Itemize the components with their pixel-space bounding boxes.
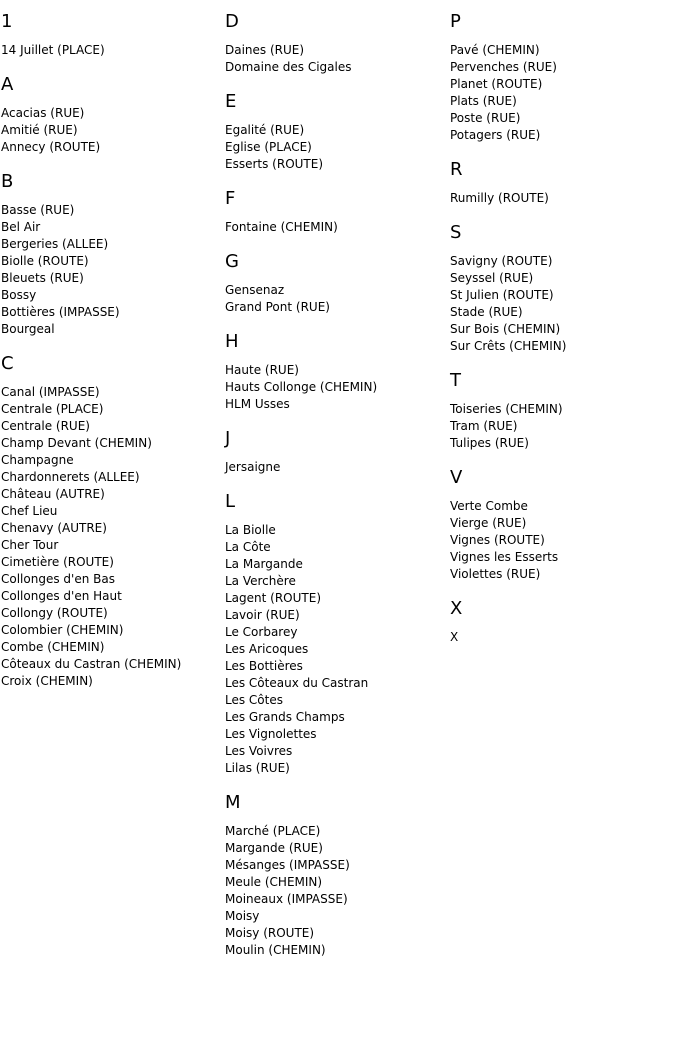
street-list-item (225, 925, 445, 942)
street-list-item (225, 42, 445, 59)
street-list-item (450, 321, 670, 338)
street-list-item (450, 498, 670, 515)
letter-group (1, 12, 221, 59)
street-link[interactable]: Les Côtes (225, 693, 283, 707)
street-list (225, 122, 445, 173)
street-list-item (1, 219, 221, 236)
street-list-item (1, 202, 221, 219)
letter-heading: G (225, 251, 239, 272)
street-link[interactable]: Basse (RUE) (1, 203, 75, 217)
letter-group (1, 75, 221, 156)
street-list-item (225, 624, 445, 641)
street-list-item (1, 253, 221, 270)
letter-group (225, 492, 445, 777)
letter-group (1, 172, 221, 338)
street-list (225, 42, 445, 76)
street-link[interactable]: Les Vignolettes (225, 727, 317, 741)
street-list (450, 253, 670, 355)
street-link[interactable]: Margande (RUE) (225, 841, 323, 855)
street-list-item (225, 692, 445, 709)
street-list-item (225, 59, 445, 76)
street-list-item (225, 556, 445, 573)
street-link[interactable]: Lavoir (RUE) (225, 608, 300, 622)
street-list (1, 105, 221, 156)
street-link[interactable]: Combe (CHEMIN) (1, 640, 105, 654)
street-list-item (1, 571, 221, 588)
street-list-item (1, 321, 221, 338)
street-list-item (1, 656, 221, 673)
street-list-item (225, 590, 445, 607)
street-link[interactable]: La Biolle (225, 523, 276, 537)
letter-heading: F (225, 188, 236, 209)
street-link[interactable]: Lagent (ROUTE) (225, 591, 322, 605)
street-list-item (450, 42, 670, 59)
letter-heading: J (225, 428, 231, 449)
street-link[interactable]: Vignes les Esserts (450, 550, 559, 564)
street-link[interactable]: Cher Tour (1, 538, 59, 552)
street-list-item (450, 287, 670, 304)
street-link[interactable]: Château (AUTRE) (1, 487, 105, 501)
street-link[interactable]: HLM Usses (225, 397, 290, 411)
letter-group (225, 252, 445, 316)
street-list-item (225, 874, 445, 891)
street-list-item (1, 486, 221, 503)
street-link[interactable]: Tram (RUE) (450, 419, 518, 433)
street-list-item (1, 605, 221, 622)
street-link[interactable]: Toiseries (CHEMIN) (450, 402, 563, 416)
street-link[interactable]: Les Côteaux du Castran (225, 676, 369, 690)
street-list (225, 522, 445, 777)
street-link[interactable]: Biolle (ROUTE) (1, 254, 89, 268)
letter-group (450, 599, 670, 646)
letter-group (450, 468, 670, 583)
street-list-item (225, 908, 445, 925)
street-list (1, 384, 221, 690)
street-list-item (225, 396, 445, 413)
letter-group (225, 429, 445, 476)
street-list-item (1, 304, 221, 321)
letter-heading: D (225, 11, 239, 32)
street-link[interactable]: Potagers (RUE) (450, 128, 541, 142)
street-list (225, 823, 445, 959)
street-list-item (1, 452, 221, 469)
street-list (1, 42, 221, 59)
street-link[interactable]: Annecy (ROUTE) (1, 140, 101, 154)
street-list-item (1, 287, 221, 304)
street-link[interactable]: Eglise (PLACE) (225, 140, 312, 154)
street-link[interactable]: Vierge (RUE) (450, 516, 527, 530)
street-list-item (1, 122, 221, 139)
street-link[interactable]: Cimetière (ROUTE) (1, 555, 114, 569)
street-list-item (1, 673, 221, 690)
street-link[interactable]: Colombier (CHEMIN) (1, 623, 124, 637)
letter-group (225, 189, 445, 236)
letter-heading: C (1, 353, 14, 374)
street-list-item (225, 823, 445, 840)
letter-heading: E (225, 91, 237, 112)
street-link[interactable]: Collongy (ROUTE) (1, 606, 108, 620)
street-list-item (225, 675, 445, 692)
street-list-item (225, 760, 445, 777)
letter-heading: S (450, 222, 462, 243)
street-link[interactable]: Les Aricoques (225, 642, 309, 656)
street-link[interactable]: Collonges d'en Haut (1, 589, 122, 603)
street-link[interactable]: Domaine des Cigales (225, 60, 352, 74)
letter-heading: X (450, 598, 463, 619)
letter-heading: 1 (1, 11, 13, 32)
street-link[interactable]: Savigny (ROUTE) (450, 254, 553, 268)
street-list-item (1, 270, 221, 287)
street-link[interactable]: Les Voivres (225, 744, 293, 758)
street-link[interactable]: Lilas (RUE) (225, 761, 290, 775)
street-list-item (450, 76, 670, 93)
street-list-item (450, 418, 670, 435)
street-list-item (1, 537, 221, 554)
letter-group (450, 371, 670, 452)
street-link[interactable]: Fontaine (CHEMIN) (225, 220, 338, 234)
street-list-item (225, 607, 445, 624)
street-list-item (1, 622, 221, 639)
street-link[interactable]: Pavé (CHEMIN) (450, 43, 540, 57)
street-link[interactable]: Rumilly (ROUTE) (450, 191, 549, 205)
street-list-item (1, 401, 221, 418)
street-link[interactable]: Marché (PLACE) (225, 824, 321, 838)
street-link[interactable]: Pervenches (RUE) (450, 60, 557, 74)
street-list-item (1, 639, 221, 656)
letter-heading: R (450, 159, 463, 180)
street-link[interactable]: Centrale (RUE) (1, 419, 90, 433)
street-list-item (1, 236, 221, 253)
street-link[interactable]: Amitié (RUE) (1, 123, 78, 137)
street-list-item (225, 658, 445, 675)
street-link[interactable]: Sur Bois (CHEMIN) (450, 322, 561, 336)
street-link[interactable]: Verte Combe (450, 499, 528, 513)
street-column-1 (1, 12, 221, 706)
street-link[interactable]: Côteaux du Castran (CHEMIN) (1, 657, 182, 671)
letter-group (225, 12, 445, 76)
street-link[interactable]: Meule (CHEMIN) (225, 875, 323, 889)
letter-heading: B (1, 171, 14, 192)
street-link[interactable]: Vignes (ROUTE) (450, 533, 545, 547)
street-link[interactable]: St Julien (ROUTE) (450, 288, 554, 302)
street-link[interactable]: Moineaux (IMPASSE) (225, 892, 348, 906)
street-list-item (225, 282, 445, 299)
street-list-item (1, 139, 221, 156)
street-link[interactable]: Le Corbarey (225, 625, 298, 639)
letter-group (450, 223, 670, 355)
street-list-item (1, 418, 221, 435)
street-list (225, 459, 445, 476)
street-link[interactable]: Grand Pont (RUE) (225, 300, 330, 314)
street-link[interactable]: Poste (RUE) (450, 111, 521, 125)
street-list-item (225, 299, 445, 316)
letter-heading: M (225, 792, 241, 813)
street-link[interactable]: Esserts (ROUTE) (225, 157, 324, 171)
street-list-item (225, 942, 445, 959)
street-list-item (450, 401, 670, 418)
street-list-item (450, 127, 670, 144)
street-link[interactable]: Bleuets (RUE) (1, 271, 84, 285)
street-list-item (450, 304, 670, 321)
street-list-item (225, 743, 445, 760)
street-list-item (450, 435, 670, 452)
street-list-item (225, 891, 445, 908)
street-link[interactable]: X (450, 630, 459, 644)
street-list-item (450, 110, 670, 127)
letter-group (225, 332, 445, 413)
street-link[interactable]: Moisy (ROUTE) (225, 926, 315, 940)
street-link[interactable]: 14 Juillet (PLACE) (1, 43, 105, 57)
street-link[interactable]: Jersaigne (225, 460, 281, 474)
street-list-item (450, 253, 670, 270)
street-list (450, 190, 670, 207)
street-list-item (450, 338, 670, 355)
street-link[interactable]: Les Bottières (225, 659, 303, 673)
street-link[interactable]: La Verchère (225, 574, 296, 588)
street-list-item (225, 840, 445, 857)
street-list-item (1, 588, 221, 605)
street-list-item (225, 522, 445, 539)
letter-group (450, 160, 670, 207)
street-list (450, 498, 670, 583)
street-list (450, 42, 670, 144)
street-list-item (450, 566, 670, 583)
street-list (450, 629, 670, 646)
street-link[interactable]: Moisy (225, 909, 260, 923)
letter-group (1, 354, 221, 690)
letter-heading: H (225, 331, 239, 352)
letter-group (225, 92, 445, 173)
street-link[interactable]: Canal (IMPASSE) (1, 385, 100, 399)
street-link[interactable]: Bossy (1, 288, 37, 302)
street-link[interactable]: Plats (RUE) (450, 94, 517, 108)
street-list-item (1, 469, 221, 486)
street-list-item (450, 190, 670, 207)
street-list-item (225, 219, 445, 236)
street-link[interactable]: Chardonnerets (ALLEE) (1, 470, 140, 484)
street-link[interactable]: Haute (RUE) (225, 363, 299, 377)
street-link[interactable]: Bel Air (1, 220, 41, 234)
street-link[interactable]: Moulin (CHEMIN) (225, 943, 326, 957)
street-list-item (1, 520, 221, 537)
street-list (450, 401, 670, 452)
street-link[interactable]: Violettes (RUE) (450, 567, 541, 581)
street-link[interactable]: Croix (CHEMIN) (1, 674, 93, 688)
street-link[interactable]: Centrale (PLACE) (1, 402, 104, 416)
street-link[interactable]: Egalité (RUE) (225, 123, 305, 137)
street-list-item (1, 105, 221, 122)
street-list (225, 219, 445, 236)
letter-heading: P (450, 11, 461, 32)
street-list-item (225, 539, 445, 556)
street-link[interactable]: Mésanges (IMPASSE) (225, 858, 350, 872)
street-link[interactable]: Champagne (1, 453, 74, 467)
street-list-item (450, 270, 670, 287)
letter-heading: L (225, 491, 236, 512)
street-column-2 (225, 12, 445, 975)
street-link[interactable]: Sur Crêts (CHEMIN) (450, 339, 567, 353)
letter-group (225, 793, 445, 959)
street-list (1, 202, 221, 338)
street-list-item (450, 515, 670, 532)
letter-heading: T (450, 370, 461, 391)
street-list-item (1, 384, 221, 401)
street-link[interactable]: Tulipes (RUE) (450, 436, 529, 450)
street-link[interactable]: Les Grands Champs (225, 710, 345, 724)
street-list-item (450, 93, 670, 110)
street-list-item (450, 549, 670, 566)
street-link[interactable]: Hauts Collonge (CHEMIN) (225, 380, 378, 394)
street-list-item (450, 629, 670, 646)
street-list-item (450, 532, 670, 549)
street-list-item (1, 435, 221, 452)
street-list-item (225, 122, 445, 139)
street-link[interactable]: Bottières (IMPASSE) (1, 305, 120, 319)
street-link[interactable]: Bergeries (ALLEE) (1, 237, 109, 251)
street-list-item (225, 573, 445, 590)
street-list-item (1, 42, 221, 59)
street-list-item (225, 709, 445, 726)
letter-heading: V (450, 467, 463, 488)
street-column-3 (450, 12, 670, 662)
street-list (225, 362, 445, 413)
street-link[interactable]: Daines (RUE) (225, 43, 305, 57)
street-list-item (225, 726, 445, 743)
street-link[interactable]: La Côte (225, 540, 271, 554)
street-link[interactable]: Bourgeal (1, 322, 55, 336)
street-link[interactable]: Gensenaz (225, 283, 285, 297)
street-link[interactable]: Stade (RUE) (450, 305, 523, 319)
street-list-item (1, 554, 221, 571)
letter-heading: A (1, 74, 14, 95)
street-list-item (225, 139, 445, 156)
street-list-item (225, 156, 445, 173)
street-link[interactable]: Acacias (RUE) (1, 106, 85, 120)
street-link[interactable]: Champ Devant (CHEMIN) (1, 436, 152, 450)
street-link[interactable]: Chenavy (AUTRE) (1, 521, 107, 535)
street-list-item (450, 59, 670, 76)
street-link[interactable]: Planet (ROUTE) (450, 77, 543, 91)
street-list-item (225, 857, 445, 874)
street-list-item (225, 379, 445, 396)
street-list-item (1, 503, 221, 520)
street-link[interactable]: Collonges d'en Bas (1, 572, 115, 586)
street-list-item (225, 362, 445, 379)
street-list-item (225, 641, 445, 658)
street-link[interactable]: Seyssel (RUE) (450, 271, 534, 285)
street-link[interactable]: Chef Lieu (1, 504, 58, 518)
street-list (225, 282, 445, 316)
street-link[interactable]: La Margande (225, 557, 303, 571)
street-list-item (225, 459, 445, 476)
letter-group (450, 12, 670, 144)
